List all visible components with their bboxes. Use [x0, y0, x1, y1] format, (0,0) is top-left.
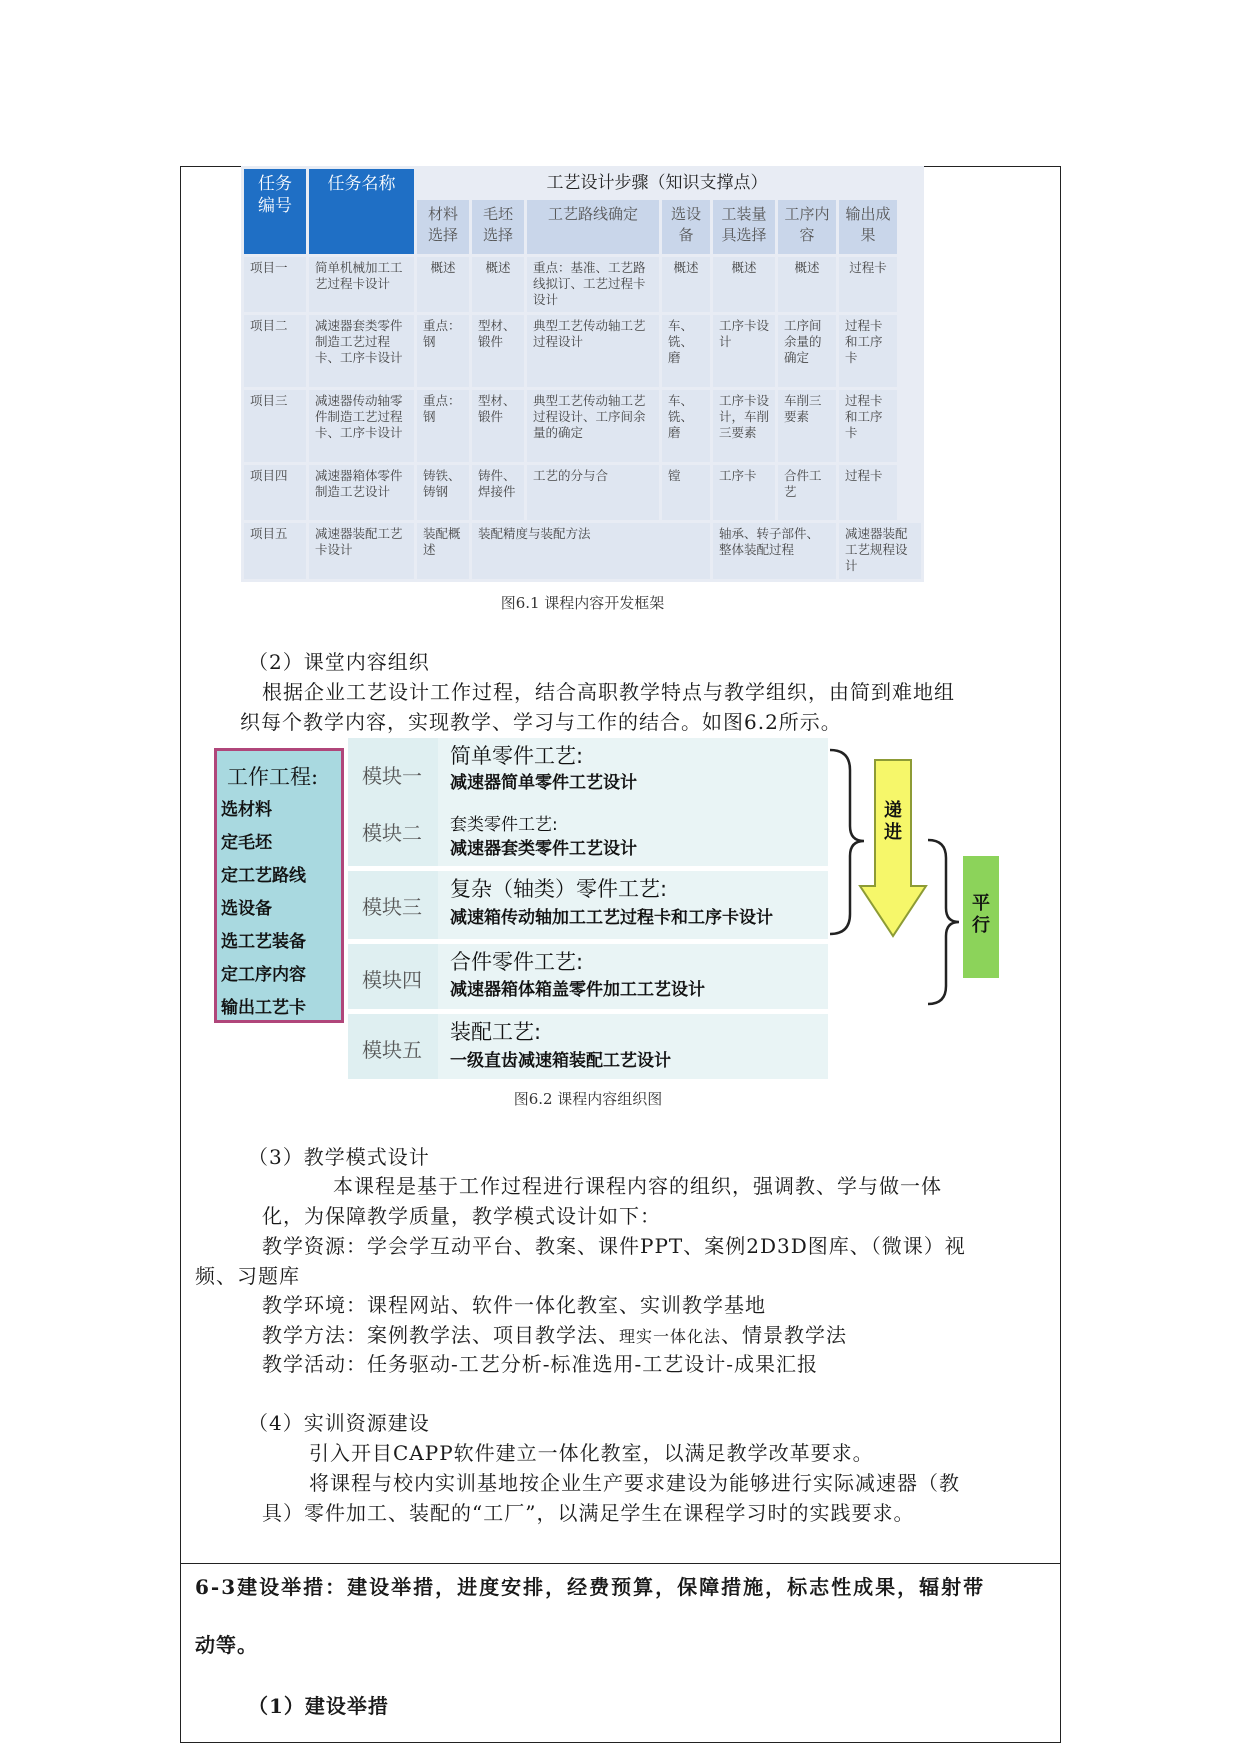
- cell: 车、铣、磨: [662, 390, 710, 462]
- methods-text: 理实一体化法: [619, 1327, 722, 1346]
- cell: 车、铣、磨: [662, 315, 710, 387]
- cell: 典型工艺传动轴工艺过程设计、工序间余量的确定: [527, 390, 659, 462]
- table-row: [244, 257, 921, 311]
- cell: 工艺的分与合: [527, 465, 659, 519]
- cell: 重点：钢: [417, 315, 469, 387]
- cell: 工序卡设计，车削三要素: [713, 390, 775, 462]
- section3-line: 教学环境：课程网站、软件一体化教室、实训教学基地: [262, 1293, 766, 1317]
- cell-name: 减速器箱体零件制造工艺设计: [309, 465, 414, 519]
- cell: 减速器装配工艺规程设计: [839, 523, 921, 579]
- parallel-label: 平行: [972, 893, 990, 936]
- module-block-4: [348, 944, 828, 1009]
- cell: 过程卡和工序卡: [839, 390, 897, 462]
- cell-no: 项目五: [244, 523, 306, 579]
- section3-line: [262, 1321, 847, 1351]
- work-process-item: 选设备: [221, 899, 272, 919]
- module-label: 模块五: [362, 1038, 422, 1062]
- cell: 概述: [662, 257, 710, 311]
- module-block-1-2: [348, 738, 828, 866]
- course-framework-table: [241, 166, 924, 582]
- section4-line: 具）零件加工、装配的“工厂”，以满足学生在课程学习时的实践要求。: [262, 1501, 915, 1525]
- section3-heading: （3）教学模式设计: [248, 1145, 430, 1169]
- work-process-item: 选工艺装备: [221, 932, 306, 952]
- cell-no: 项目三: [244, 390, 306, 462]
- header-steps: 工艺设计步骤（知识支撑点）: [417, 169, 897, 197]
- cell: 过程卡和工序卡: [839, 315, 897, 387]
- work-process-item: 定工艺路线: [221, 866, 306, 886]
- section63-heading: 动等。: [195, 1633, 258, 1657]
- table-row: [244, 523, 921, 579]
- section63-subheading: （1）建设举措: [248, 1694, 389, 1718]
- cell-name: 减速器套类零件制造工艺过程卡、工序卡设计: [309, 315, 414, 387]
- section4-line: 引入开目CAPP软件建立一体化教室，以满足教学改革要求。: [309, 1441, 874, 1465]
- module-subtitle: 一级直齿减速箱装配工艺设计: [450, 1051, 671, 1071]
- module-block-5: [348, 1014, 828, 1079]
- cell: 装配概述: [417, 523, 469, 579]
- cell: 概述: [472, 257, 524, 311]
- table-row: [244, 465, 921, 519]
- module-subtitle: 减速器套类零件工艺设计: [450, 839, 637, 859]
- work-process-item: 输出工艺卡: [221, 998, 306, 1018]
- module-label: 模块二: [362, 821, 422, 845]
- work-process-title: 工作工程:: [227, 765, 319, 789]
- module-title: 简单零件工艺:: [450, 744, 584, 768]
- section-divider: [180, 1563, 1061, 1564]
- cell: 型材、锻件: [472, 390, 524, 462]
- header-sub: 输出成果: [839, 200, 897, 254]
- module-subtitle: 减速箱传动轴加工工艺过程卡和工序卡设计: [450, 908, 773, 928]
- section2-heading: （2）课堂内容组织: [248, 650, 430, 674]
- module-title: 装配工艺:: [450, 1020, 542, 1044]
- progress-label: 递进: [884, 800, 902, 843]
- cell-name: 减速器装配工艺卡设计: [309, 523, 414, 579]
- section3-line: 频、习题库: [195, 1264, 300, 1288]
- bracket-icon: [926, 838, 962, 1008]
- module-subtitle: 减速器简单零件工艺设计: [450, 773, 637, 793]
- section2-line: 根据企业工艺设计工作过程，结合高职教学特点与教学组织，由简到难地组: [262, 680, 955, 704]
- cell: 过程卡: [839, 257, 897, 311]
- cell: 镗: [662, 465, 710, 519]
- header-sub: 材料选择: [417, 200, 469, 254]
- cell: 铸件、焊接件: [472, 465, 524, 519]
- header-sub: 工装量具选择: [713, 200, 775, 254]
- methods-text: 教学方法：案例教学法、项目教学法、: [262, 1323, 619, 1347]
- section3-line: 本课程是基于工作过程进行课程内容的组织，强调教、学与做一体: [333, 1174, 942, 1198]
- cell: 概述: [417, 257, 469, 311]
- work-process-item: 选材料: [221, 800, 272, 820]
- section3-line: 教学活动：任务驱动-工艺分析-标准选用-工艺设计-成果汇报: [262, 1352, 819, 1376]
- cell: 轴承、转子部件、整体装配过程: [713, 523, 836, 579]
- cell: 铸铁、铸钢: [417, 465, 469, 519]
- cell: 概述: [713, 257, 775, 311]
- work-process-item: 定毛坯: [221, 833, 272, 853]
- cell-no: 项目二: [244, 315, 306, 387]
- cell: 车削三要素: [778, 390, 836, 462]
- figure2-caption: 图6.2 课程内容组织图: [513, 1090, 663, 1108]
- module-title: 复杂（轴类）零件工艺:: [450, 877, 668, 901]
- cell-no: 项目一: [244, 257, 306, 311]
- cell-name: 简单机械加工工艺过程卡设计: [309, 257, 414, 311]
- cell: 装配精度与装配方法: [472, 523, 710, 579]
- cell: 合件工艺: [778, 465, 836, 519]
- section4-heading: （4）实训资源建设: [248, 1411, 430, 1435]
- cell: 重点：钢: [417, 390, 469, 462]
- section4-line: 将课程与校内实训基地按企业生产要求建设为能够进行实际减速器（教: [309, 1471, 960, 1495]
- module-label: 模块一: [362, 764, 422, 788]
- module-label: 模块三: [362, 895, 422, 919]
- table-row: [244, 315, 921, 387]
- cell: 典型工艺传动轴工艺过程设计: [527, 315, 659, 387]
- section63-heading: 6-3建设举措：建设举措，进度安排，经费预算，保障措施，标志性成果，辐射带: [195, 1575, 986, 1599]
- section3-line: 化，为保障教学质量，教学模式设计如下：: [262, 1204, 661, 1228]
- header-sub: 工序内容: [778, 200, 836, 254]
- down-arrow-icon: [858, 758, 928, 940]
- work-process-box: [214, 748, 344, 1023]
- section3-line: 教学资源：学会学互动平台、教案、课件PPT、案例2D3D图库、（微课）视: [262, 1234, 966, 1258]
- module-title: 合件零件工艺:: [450, 950, 584, 974]
- cell: 重点：基准、工艺路线拟订、工艺过程卡设计: [527, 257, 659, 311]
- header-sub: 毛坯选择: [472, 200, 524, 254]
- header-sub: 工艺路线确定: [527, 200, 659, 254]
- cell: 工序卡: [713, 465, 775, 519]
- work-process-item: 定工序内容: [221, 965, 306, 985]
- header-task-no: 任务编号: [244, 169, 306, 254]
- cell: 概述: [778, 257, 836, 311]
- figure1-caption: 图6.1 课程内容开发框架: [500, 594, 665, 612]
- cell-name: 减速器传动轴零件制造工艺过程卡、工序卡设计: [309, 390, 414, 462]
- cell: 型材、锻件: [472, 315, 524, 387]
- module-title: 套类零件工艺:: [450, 815, 558, 835]
- methods-text: 、情景教学法: [721, 1323, 848, 1347]
- cell: 过程卡: [839, 465, 897, 519]
- section2-line: 织每个教学内容，实现教学、学习与工作的结合。如图6.2所示。: [240, 710, 842, 734]
- cell: 工序间余量的确定: [778, 315, 836, 387]
- module-subtitle: 减速器箱体箱盖零件加工工艺设计: [450, 980, 705, 1000]
- module-block-3: [348, 871, 828, 939]
- cell-no: 项目四: [244, 465, 306, 519]
- module-label: 模块四: [362, 968, 422, 992]
- table-row: [244, 390, 921, 462]
- header-sub: 选设备: [662, 200, 710, 254]
- cell: 工序卡设计: [713, 315, 775, 387]
- header-task-name: 任务名称: [309, 169, 414, 254]
